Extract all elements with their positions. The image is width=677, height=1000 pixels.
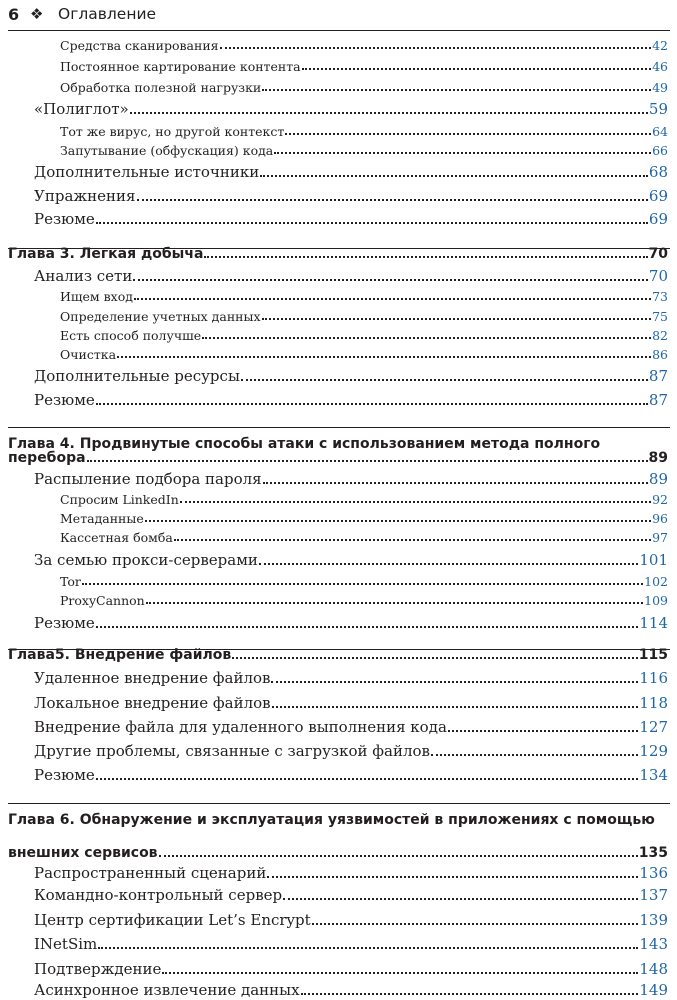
entry-title: Метаданные	[60, 511, 144, 526]
chapter-entry[interactable]	[8, 242, 668, 262]
entry-title: За семью прокси-серверами	[34, 551, 258, 569]
entry-page-number[interactable]: 135	[638, 845, 668, 861]
dot-leader	[133, 279, 648, 281]
entry-page-number[interactable]: 49	[652, 80, 668, 95]
entry-title: Подтверждение	[34, 960, 162, 978]
entry-title: Определение учетных данных	[60, 309, 261, 324]
entry-page-number[interactable]: 70	[648, 267, 668, 285]
dot-leader	[267, 876, 638, 878]
dot-leader	[180, 501, 651, 503]
entry-page-number[interactable]: 97	[652, 530, 668, 545]
entry-title: Удаленное внедрение файлов	[34, 669, 271, 687]
subsection-entry[interactable]	[60, 33, 668, 53]
section-entry[interactable]	[34, 764, 668, 784]
subsection-entry[interactable]	[60, 569, 668, 589]
dot-leader	[241, 379, 648, 381]
section-entry[interactable]	[34, 612, 668, 632]
dot-leader	[283, 898, 638, 900]
entry-page-number[interactable]: 148	[639, 960, 668, 978]
entry-title: Распыление подбора пароля	[34, 470, 262, 488]
entry-page-number[interactable]: 70	[648, 246, 668, 262]
page-number: 6	[8, 4, 20, 24]
ornament-icon: ❖	[30, 5, 44, 23]
entry-page-number[interactable]: 42	[652, 38, 668, 53]
section-entry[interactable]	[34, 716, 668, 736]
section-entry[interactable]	[34, 740, 668, 760]
dot-leader	[262, 318, 652, 320]
entry-title: Внедрение файла для удаленного выполнения кода	[34, 718, 447, 736]
dot-leader	[146, 602, 643, 604]
entry-page-number[interactable]: 134	[639, 766, 668, 784]
entry-title: Распространенный сценарий	[34, 864, 267, 882]
section-entry[interactable]	[34, 365, 668, 385]
entry-title: Резюме	[34, 766, 95, 784]
entry-page-number[interactable]: 139	[639, 911, 668, 929]
entry-page-number[interactable]: 127	[639, 718, 668, 736]
entry-page-number[interactable]: 143	[639, 935, 668, 953]
entry-title: Локальное внедрение файлов	[34, 694, 271, 712]
entry-page-number[interactable]: 66	[652, 143, 668, 158]
entry-page-number[interactable]: 96	[652, 511, 668, 526]
dot-leader	[159, 855, 638, 857]
entry-title: Дополнительные источники	[34, 163, 260, 181]
dot-leader	[259, 563, 638, 565]
section-entry[interactable]	[34, 692, 668, 712]
entry-title: Глава5. Внедрение файлов	[8, 647, 232, 663]
entry-title: Есть способ получше	[60, 328, 202, 343]
section-entry[interactable]	[34, 667, 668, 687]
entry-page-number[interactable]: 149	[639, 981, 668, 999]
entry-title: Асинхронное извлечение данных	[34, 981, 300, 999]
dot-leader	[285, 133, 651, 135]
chapter-entry[interactable]	[8, 841, 668, 861]
dot-leader	[448, 730, 638, 732]
section-entry[interactable]	[34, 909, 668, 929]
dot-leader	[137, 199, 648, 201]
entry-title: Tor	[60, 574, 81, 589]
entry-title: внешних сервисов	[8, 845, 158, 861]
entry-page-number[interactable]: 116	[639, 669, 668, 687]
entry-page-number[interactable]: 137	[639, 886, 668, 904]
section-entry[interactable]	[34, 884, 668, 904]
dot-leader	[96, 403, 648, 405]
section-entry[interactable]	[34, 265, 668, 285]
entry-title: INetSim	[34, 935, 98, 953]
entry-title: «Полиглот»	[34, 100, 129, 118]
entry-page-number[interactable]: 136	[639, 864, 668, 882]
section-entry[interactable]	[34, 468, 668, 488]
chapter-rule	[8, 803, 670, 804]
section-entry[interactable]	[34, 98, 668, 118]
dot-leader	[96, 626, 639, 628]
entry-title: Анализ сети	[34, 267, 133, 285]
dot-leader	[98, 947, 638, 949]
entry-title: Резюме	[34, 210, 95, 228]
entry-title: Спросим LinkedIn	[60, 492, 179, 507]
dot-leader	[204, 256, 647, 258]
section-entry[interactable]	[34, 161, 668, 181]
section-entry[interactable]	[34, 933, 668, 953]
entry-page-number[interactable]: 46	[652, 59, 668, 74]
subsection-entry[interactable]	[60, 588, 668, 608]
entry-title: Упражнения	[34, 187, 136, 205]
dot-leader	[232, 657, 638, 659]
section-entry[interactable]	[34, 979, 668, 999]
dot-leader	[202, 337, 651, 339]
header-title: Оглавление	[58, 5, 157, 23]
entry-page-number[interactable]: 92	[652, 492, 668, 507]
dot-leader	[82, 583, 643, 585]
subsection-entry[interactable]	[60, 342, 668, 362]
subsection-entry[interactable]	[60, 506, 668, 526]
entry-page-number[interactable]: 109	[644, 593, 668, 608]
entry-title: Постоянное картирование контента	[60, 59, 301, 74]
entry-page-number[interactable]: 87	[648, 367, 668, 385]
entry-title: Кассетная бомба	[60, 530, 173, 545]
section-entry[interactable]	[34, 958, 668, 978]
section-entry[interactable]	[34, 208, 668, 228]
dot-leader	[174, 539, 651, 541]
subsection-entry[interactable]	[60, 284, 668, 304]
dot-leader	[431, 754, 638, 756]
dot-leader	[96, 222, 648, 224]
dot-leader	[312, 923, 639, 925]
dot-leader	[87, 460, 648, 462]
dot-leader	[274, 152, 651, 154]
chapter-title-line: Глава 6. Обнаружение и эксплуатация уязвимостей в приложениях с помощью	[8, 812, 655, 828]
subsection-entry[interactable]	[60, 323, 668, 343]
entry-page-number[interactable]: 129	[639, 742, 668, 760]
chapter-entry[interactable]	[8, 643, 668, 663]
subsection-entry[interactable]	[60, 304, 668, 324]
subsection-entry[interactable]	[60, 119, 668, 139]
entry-title: Резюме	[34, 614, 95, 632]
entry-page-number[interactable]: 115	[638, 647, 668, 663]
entry-page-number[interactable]: 118	[639, 694, 668, 712]
dot-leader	[262, 89, 651, 91]
subsection-entry[interactable]	[60, 487, 668, 507]
dot-leader	[301, 993, 639, 995]
entry-page-number[interactable]: 73	[652, 289, 668, 304]
entry-page-number[interactable]: 87	[648, 391, 668, 409]
subsection-entry[interactable]	[60, 54, 668, 74]
chapter-rule	[8, 427, 670, 428]
entry-title: перебора	[8, 450, 86, 466]
entry-page-number[interactable]: 68	[648, 163, 668, 181]
dot-leader	[145, 520, 651, 522]
entry-title: Центр сертификации Let’s Encrypt	[34, 911, 311, 929]
dot-leader	[96, 778, 639, 780]
entry-title: Обработка полезной нагрузки	[60, 80, 262, 95]
entry-page-number[interactable]: 75	[652, 309, 668, 324]
entry-title: Средства сканирования	[60, 38, 219, 53]
entry-page-number[interactable]: 101	[639, 551, 668, 569]
section-entry[interactable]	[34, 549, 668, 569]
dot-leader	[260, 175, 648, 177]
entry-page-number[interactable]: 69	[648, 210, 668, 228]
dot-leader	[162, 972, 638, 974]
entry-title: Запутывание (обфускация) кода	[60, 143, 274, 158]
dot-leader	[263, 482, 648, 484]
entry-title: Резюме	[34, 391, 95, 409]
dot-leader	[302, 68, 652, 70]
entry-title: Ищем вход	[60, 289, 133, 304]
subsection-entry[interactable]	[60, 75, 668, 95]
dot-leader	[220, 47, 652, 49]
entry-page-number[interactable]: 89	[648, 470, 668, 488]
section-entry[interactable]	[34, 185, 668, 205]
chapter-title-line: Глава 4. Продвинутые способы атаки с использованием метода полного	[8, 436, 601, 452]
chapter-entry[interactable]	[8, 446, 668, 466]
entry-page-number[interactable]: 86	[652, 347, 668, 362]
entry-page-number[interactable]: 89	[648, 450, 668, 466]
entry-title: ProxyCannon	[60, 593, 145, 608]
subsection-entry[interactable]	[60, 525, 668, 545]
dot-leader	[271, 681, 638, 683]
entry-title: Глава 3. Легкая добыча	[8, 246, 204, 262]
entry-title: Очистка	[60, 347, 117, 362]
entry-title: Дополнительные ресурсы	[34, 367, 240, 385]
entry-page-number[interactable]: 102	[644, 574, 668, 589]
entry-title: Тот же вирус, но другой контекст	[60, 124, 285, 139]
subsection-entry[interactable]	[60, 138, 668, 158]
entry-page-number[interactable]: 82	[652, 328, 668, 343]
section-entry[interactable]	[34, 389, 668, 409]
entry-page-number[interactable]: 69	[648, 187, 668, 205]
entry-page-number[interactable]: 64	[652, 124, 668, 139]
entry-title: Командно-контрольный сервер	[34, 886, 283, 904]
dot-leader	[130, 112, 648, 114]
entry-page-number[interactable]: 59	[648, 100, 668, 118]
entry-page-number[interactable]: 114	[639, 614, 668, 632]
entry-title: Другие проблемы, связанные с загрузкой файлов	[34, 742, 430, 760]
section-entry[interactable]	[34, 862, 668, 882]
dot-leader	[117, 356, 651, 358]
dot-leader	[134, 298, 651, 300]
dot-leader	[272, 706, 639, 708]
